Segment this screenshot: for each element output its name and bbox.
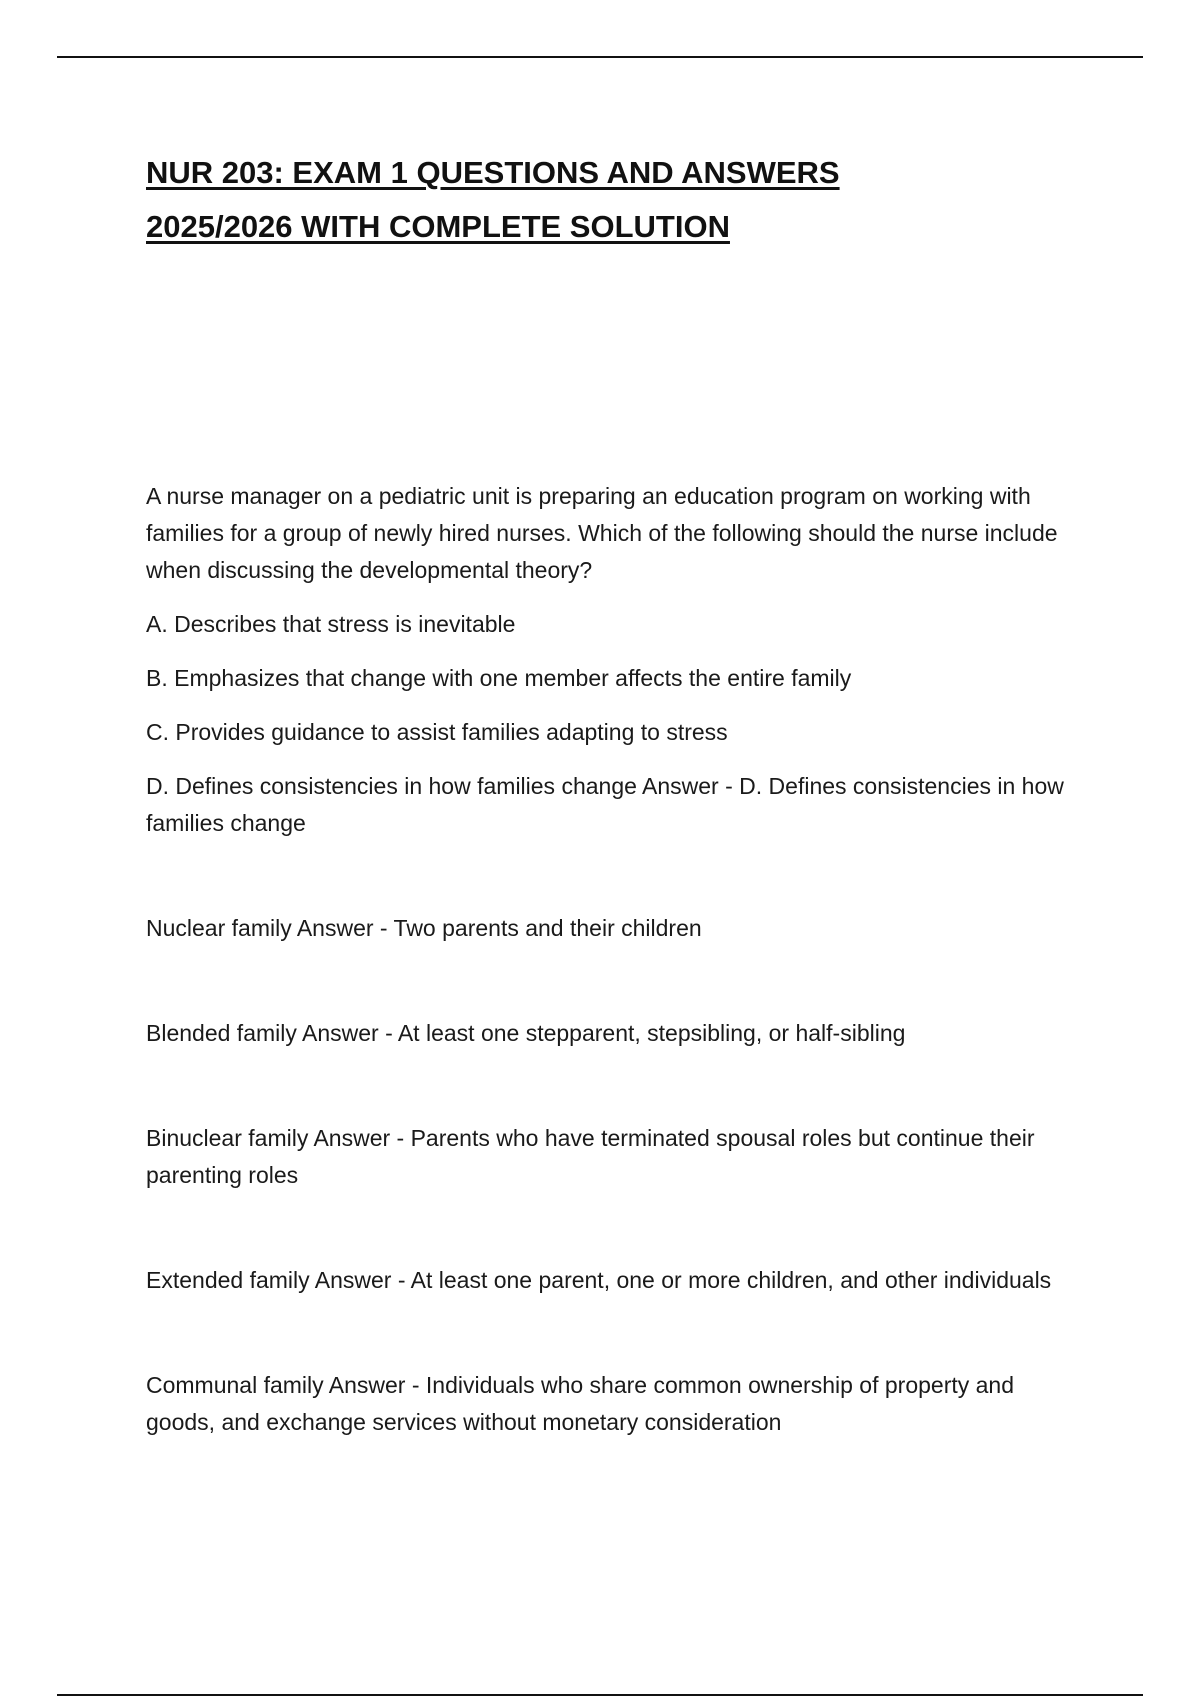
top-rule: [57, 56, 1143, 58]
title-line-1: NUR 203: EXAM 1 QUESTIONS AND ANSWERS: [146, 155, 840, 190]
document-title: [146, 146, 1076, 254]
title-line-2: 2025/2026 WITH COMPLETE SOLUTION: [146, 209, 730, 244]
question-block: [146, 478, 1076, 842]
bottom-rule: [57, 1694, 1143, 1696]
definition-binuclear-family: Binuclear family Answer - Parents who have terminated spousal roles but continue their parenting roles: [146, 1125, 1035, 1188]
option-d-answer: D. Defines consistencies in how families change Answer - D. Defines consistencies in how families change: [146, 773, 1064, 836]
definition-communal-family: Communal family Answer - Individuals who share common ownership of property and goods, and exchange services without monetary consideration: [146, 1372, 1015, 1435]
question-stem: A nurse manager on a pediatric unit is preparing an education program on working with families for a group of newly hired nurses. Which of the following should the nurse include when discussing the developmental theory?: [146, 483, 1058, 583]
definition-extended-family: Extended family Answer - At least one parent, one or more children, and other individuals: [146, 1267, 1052, 1293]
option-a: A. Describes that stress is inevitable: [146, 611, 516, 637]
definition-nuclear-family: Nuclear family Answer - Two parents and their children: [146, 915, 702, 941]
definition-blended-family: Blended family Answer - At least one stepparent, stepsibling, or half-sibling: [146, 1020, 906, 1046]
page-body: [146, 146, 1076, 1441]
option-c: C. Provides guidance to assist families adapting to stress: [146, 719, 728, 745]
option-b: B. Emphasizes that change with one member affects the entire family: [146, 665, 852, 691]
